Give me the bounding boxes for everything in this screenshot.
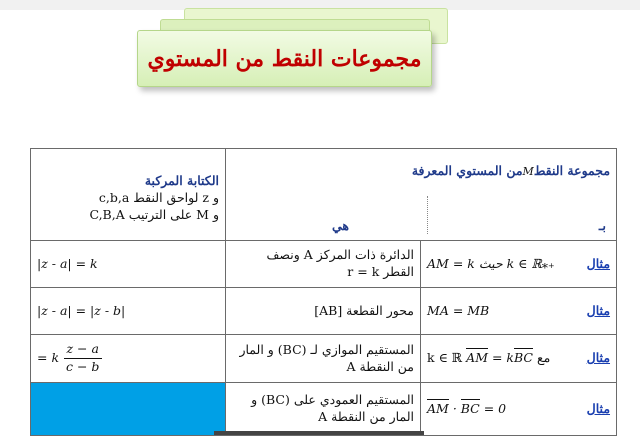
row2-description: محور القطعة [AB] bbox=[226, 288, 421, 335]
row4-condition-cell bbox=[421, 383, 617, 436]
row4-description: المستقيم العمودي على (BC) و المار من النقطة A bbox=[226, 383, 421, 436]
header-by-label: بـ bbox=[598, 217, 607, 233]
row1-complex: |z - a| = k bbox=[37, 255, 98, 271]
bottom-scroll-indicator[interactable] bbox=[214, 431, 424, 435]
row4-vec-bc: BC bbox=[460, 400, 480, 416]
row2-complex: |z - a| = |z - b| bbox=[37, 302, 126, 318]
row3-condition-eq: AM = kBC bbox=[466, 350, 533, 366]
row3-vec-bc: BC bbox=[514, 350, 533, 366]
row1-complex-cell bbox=[31, 241, 226, 288]
row2-complex-cell bbox=[31, 288, 226, 335]
row4-example-link[interactable]: مثال bbox=[586, 400, 611, 416]
header-complex-line1: و z لواحق النقط c,b,a bbox=[98, 190, 219, 206]
row3-description: المستقيم الموازي لـ (BC) و المار من النقطة A bbox=[226, 335, 421, 383]
row3-vec-am: AM bbox=[466, 350, 488, 366]
row3-complex-fraction bbox=[63, 341, 102, 376]
row3-complex-den: c − b bbox=[66, 359, 100, 374]
row1-condition: AM = k حيث k ∈ ℝ⁎₊ bbox=[427, 255, 555, 271]
header-set-suffix: من المستوي المعرفة bbox=[411, 162, 523, 178]
row3-example-link[interactable]: مثال bbox=[586, 350, 611, 366]
row3-condition-cell bbox=[421, 335, 617, 383]
header-set-title-cell bbox=[226, 149, 617, 241]
row3-complex-rhs: = k bbox=[37, 350, 60, 365]
row4-complex-highlight bbox=[31, 383, 226, 436]
points-sets-table bbox=[30, 148, 617, 436]
row1-example-link[interactable]: مثال bbox=[586, 255, 611, 271]
header-divider bbox=[427, 196, 428, 234]
page-title: مجموعات النقط من المستوي bbox=[147, 45, 422, 72]
header-complex-cell bbox=[31, 149, 226, 241]
row3-condition-suffix: مع k ∈ ℝ bbox=[427, 350, 551, 366]
header-set-title: مجموعة النقط bbox=[533, 162, 611, 178]
row4-vec-am: AM bbox=[427, 400, 449, 416]
header-set-var: M bbox=[522, 164, 534, 178]
title-banner bbox=[137, 30, 432, 87]
header-is-label: هي bbox=[332, 217, 350, 233]
row2-condition-cell bbox=[421, 288, 617, 335]
row4-condition-eq: AM · BC = 0 bbox=[427, 400, 507, 416]
header-complex-line2: و M على الترتيب C,B,A bbox=[89, 206, 219, 222]
row3-complex-cell bbox=[31, 335, 226, 383]
row2-example-link[interactable]: مثال bbox=[586, 302, 611, 318]
row2-condition: MA = MB bbox=[427, 302, 490, 318]
row4-condition-suffix: = 0 bbox=[483, 400, 507, 416]
row1-description: الدائرة ذات المركز A ونصف القطر r = k bbox=[226, 241, 421, 288]
header-complex-title: الكتابة المركبة bbox=[144, 173, 219, 189]
row3-complex-num: z − a bbox=[64, 341, 102, 359]
row1-condition-cell bbox=[421, 241, 617, 288]
